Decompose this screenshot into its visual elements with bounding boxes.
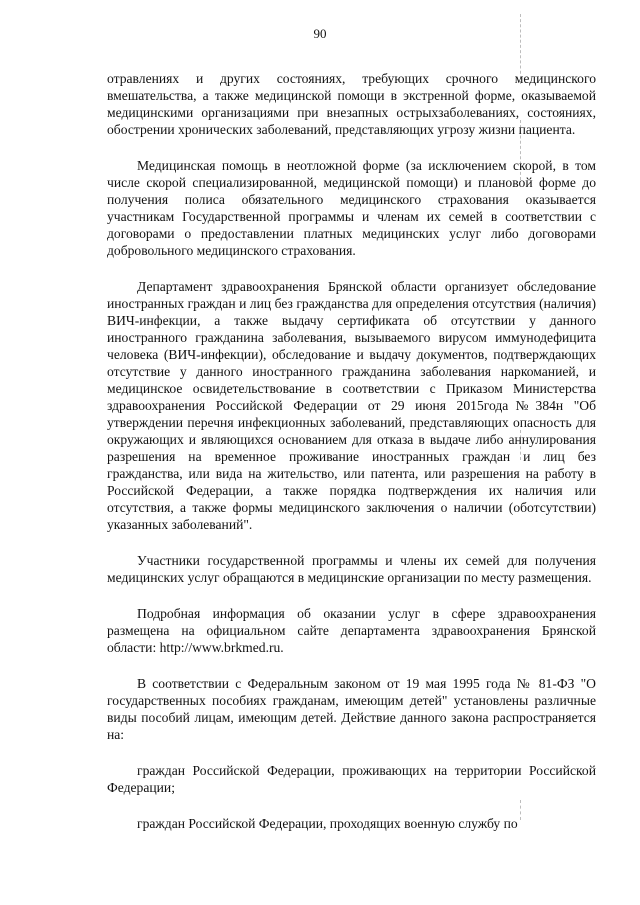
- paragraph: Участники государственной программы и члены их семей для получения медицинских услуг обращаются в медицинские организации по месту размещения.: [107, 553, 596, 585]
- paragraph: граждан Российской Федерации, проходящих военную службу по: [137, 816, 518, 831]
- document-body: [107, 70, 596, 832]
- paragraph: Медицинская помощь в неотложной форме (за исключением скорой, в том числе скорой специализированной, медицинской помощи) и плановой форме до получения полиса обязательного медицинского страхования оказывается участникам Государственной программы и членам их семей в соответствии с договорами о предоставлении платных медицинских услуг либо договорами добровольного медицинского страхования.: [107, 158, 596, 258]
- paragraph: граждан Российской Федерации, проживающих на территории Российской Федерации;: [107, 763, 596, 795]
- paragraph: В соответствии с Федеральным законом от 19 мая 1995 года № 81-ФЗ "О государственных пособиях гражданам, имеющим детей" установлены различные виды пособий лицам, имеющим детей. Действие данного закона распространяется на:: [107, 676, 596, 742]
- paragraph: отравлениях и других состояниях, требующих срочного медицинского вмешательства, а также медицинской помощи в экстренной форме, оказываемой медицинскими организациями при внезапных острыхзаболеваниях, состояниях, обострении хронических заболеваний, представляющих угрозу жизни пациента.: [107, 71, 596, 137]
- page-number: 90: [313, 26, 327, 41]
- paragraph: Департамент здравоохранения Брянской области организует обследование иностранных граждан и лиц без гражданства для определения отсутствия (наличия) ВИЧ-инфекции, а также выдачу сертификата об отсутствии у данного иностранного гражданина заболевания, вызываемого вирусом иммунодефицита человека (ВИЧ-инфекции), обследование и выдачу документов, подтверждающих отсутствие у данного иностранного гражданина заболевания наркоманией, и медицинское освидетельствование в соответствии с Приказом Министерства здравоохранения Российской Федерации от 29 июня 2015года№384н "Об утверждении перечня инфекционных заболеваний, представляющих опасность для окружающих и являющихся основанием для отказа в выдаче либо аннулирования разрешения на временное проживание иностранных граждан и лиц без гражданства, или вида на жительство, или патента, или разрешения на работу в Российской Федерации, а также порядка подтверждения их наличия или отсутствия, а также формы медицинского заключения о наличии (оботсутствии) указанных заболеваний".: [107, 279, 596, 532]
- paragraph: Подробная информация об оказании услуг в сфере здравоохранения размещена на официальном сайте департамента здравоохранения Брянской области: http://www.brkmed.ru.: [107, 606, 596, 655]
